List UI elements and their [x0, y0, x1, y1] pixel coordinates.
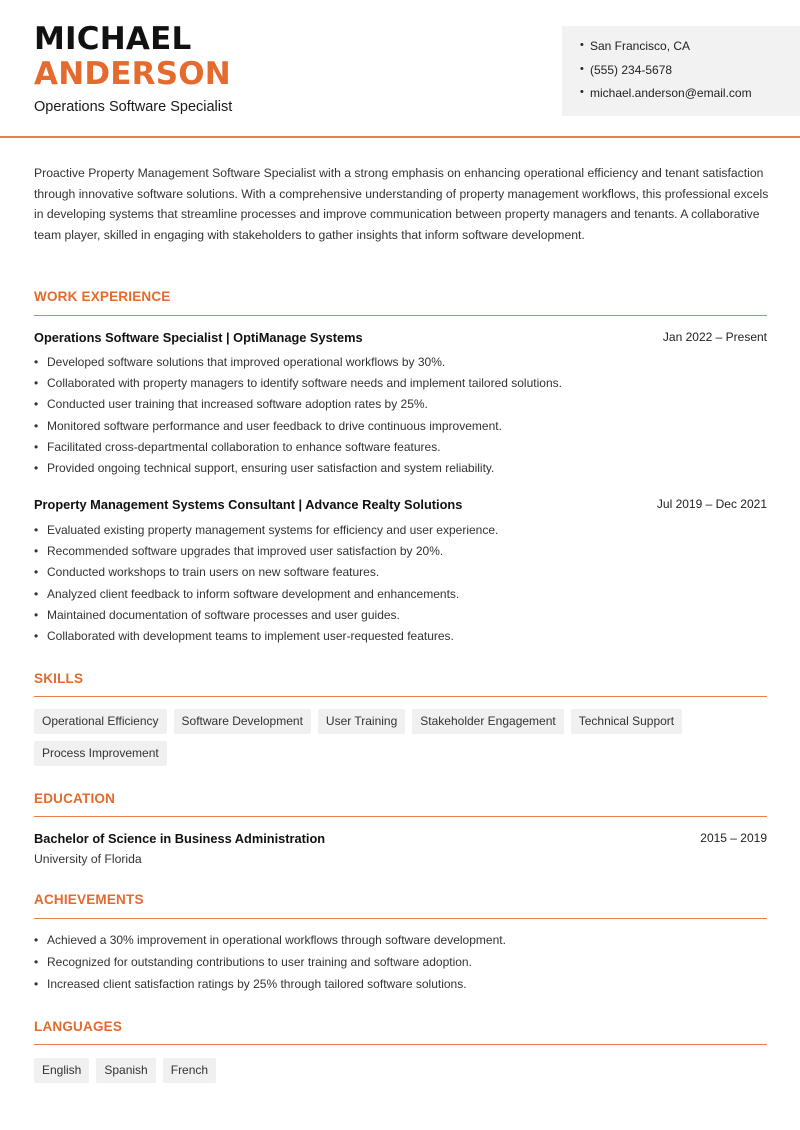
bullet-icon: • [34, 933, 39, 947]
achievement-bullets [34, 933, 767, 999]
bullet-text: Collaborated with development teams to implement user-requested features. [47, 628, 454, 643]
section-title-skills: SKILLS [34, 671, 84, 686]
job-role: Property Management Systems Consultant | Advance Realty Solutions [34, 497, 463, 512]
contact-email-text: michael.anderson@email.com [590, 86, 752, 100]
bullet-icon: • [34, 397, 39, 412]
summary: Proactive Property Management Software Specialist with a strong emphasis on enhancing operational efficiency and tenant satisfaction through innovative software solutions. With a comprehensive understanding of property management workflows, this professional excels in developing systems that streamline processes and improve communication between property managers and tenants. A collaborative team player, skilled in engaging with stakeholders to gather insights that inform software development. [34, 166, 769, 242]
language-chip: Spanish [96, 1058, 155, 1083]
language-chip: French [163, 1058, 216, 1083]
list-item [34, 419, 767, 440]
list-item [34, 608, 767, 629]
bullet-icon: • [34, 460, 39, 475]
bullet-text: Increased client satisfaction ratings by 25% through tailored software solutions. [47, 977, 467, 991]
bullet-icon: • [34, 418, 39, 433]
job-bullets [34, 523, 767, 650]
list-item [34, 977, 767, 999]
list-item [34, 933, 767, 955]
bullet-text: Collaborated with property managers to identify software needs and implement tailored solutions. [47, 376, 562, 391]
bullet-text: Provided ongoing technical support, ensuring user satisfaction and system reliability. [47, 460, 495, 475]
languages-list [34, 1058, 767, 1083]
bullet-text: Evaluated existing property management systems for efficiency and user experience. [47, 523, 499, 537]
section-title-achievements: ACHIEVEMENTS [34, 892, 144, 907]
skill-chip: Operational Efficiency [34, 709, 167, 734]
list-item [34, 629, 767, 650]
list-item [34, 440, 767, 461]
bullet-icon: • [34, 607, 39, 622]
section-title-languages: LANGUAGES [34, 1019, 123, 1034]
first-name: MICHAEL [34, 21, 192, 57]
list-item [34, 376, 767, 397]
bullet-icon: • [34, 439, 39, 454]
list-item [34, 523, 767, 544]
section-divider [34, 918, 767, 919]
section-divider [34, 816, 767, 817]
bullet-text: Developed software solutions that improved operational workflows by 30%. [47, 355, 446, 369]
job-title: Operations Software Specialist [34, 99, 233, 115]
bullet-icon: • [580, 39, 584, 51]
education-header [34, 831, 767, 846]
bullet-icon: • [34, 355, 39, 369]
bullet-text: Conducted workshops to train users on new software features. [47, 565, 380, 580]
list-item [34, 397, 767, 418]
section-divider [34, 696, 767, 697]
bullet-text: Monitored software performance and user feedback to drive continuous improvement. [47, 418, 502, 433]
job-dates: Jan 2022 – Present [662, 330, 767, 344]
bullet-icon: • [34, 544, 39, 559]
bullet-icon: • [34, 628, 39, 643]
bullet-text: Facilitated cross-departmental collaboration to enhance software features. [47, 439, 441, 454]
list-item [34, 461, 767, 482]
job-header [34, 330, 767, 345]
skill-chip: User Training [318, 709, 405, 734]
candidate-name [34, 22, 231, 92]
list-item [34, 565, 767, 586]
skill-chip: Stakeholder Engagement [412, 709, 563, 734]
bullet-icon: • [580, 62, 584, 75]
job-dates: Jul 2019 – Dec 2021 [656, 497, 767, 511]
bullet-text: Analyzed client feedback to inform software development and enhancements. [47, 586, 460, 601]
bullet-icon: • [34, 565, 39, 580]
contact-phone-text: (555) 234-5678 [590, 62, 673, 77]
education-dates: 2015 – 2019 [700, 831, 767, 845]
resume-header [0, 0, 800, 138]
skill-chip: Technical Support [571, 709, 682, 734]
section-divider [34, 315, 767, 316]
bullet-icon: • [34, 586, 39, 601]
contact-email[interactable] [580, 86, 800, 110]
section-title-work: WORK EXPERIENCE [34, 289, 171, 304]
skills-list [34, 709, 767, 766]
skill-chip: Process Improvement [34, 741, 167, 766]
contact-phone[interactable] [580, 63, 800, 87]
bullet-icon: • [34, 376, 39, 391]
bullet-text: Conducted user training that increased software adoption rates by 25%. [47, 397, 428, 412]
job-role: Operations Software Specialist | OptiManage Systems [34, 330, 363, 345]
last-name: ANDERSON [34, 56, 231, 92]
contact-location [580, 39, 800, 63]
list-item [34, 587, 767, 608]
section-divider [34, 1044, 767, 1045]
bullet-icon: • [34, 955, 39, 969]
language-chip: English [34, 1058, 89, 1083]
bullet-text: Maintained documentation of software processes and user guides. [47, 607, 400, 622]
contact-box [562, 26, 800, 116]
skill-chip: Software Development [174, 709, 311, 734]
list-item [34, 544, 767, 565]
contact-location-text: San Francisco, CA [590, 39, 691, 53]
list-item [34, 355, 767, 376]
section-title-education: EDUCATION [34, 791, 116, 806]
bullet-text: Recommended software upgrades that improved user satisfaction by 20%. [47, 544, 444, 559]
bullet-icon: • [34, 523, 39, 537]
bullet-text: Achieved a 30% improvement in operational workflows through software development. [47, 933, 506, 947]
job-header [34, 497, 767, 512]
bullet-icon: • [34, 977, 39, 991]
bullet-icon: • [580, 86, 584, 98]
degree: Bachelor of Science in Business Administration [34, 831, 326, 846]
bullet-text: Recognized for outstanding contributions to user training and software adoption. [47, 955, 472, 969]
school-name: University of Florida [34, 852, 142, 866]
job-bullets [34, 355, 767, 482]
list-item [34, 955, 767, 977]
